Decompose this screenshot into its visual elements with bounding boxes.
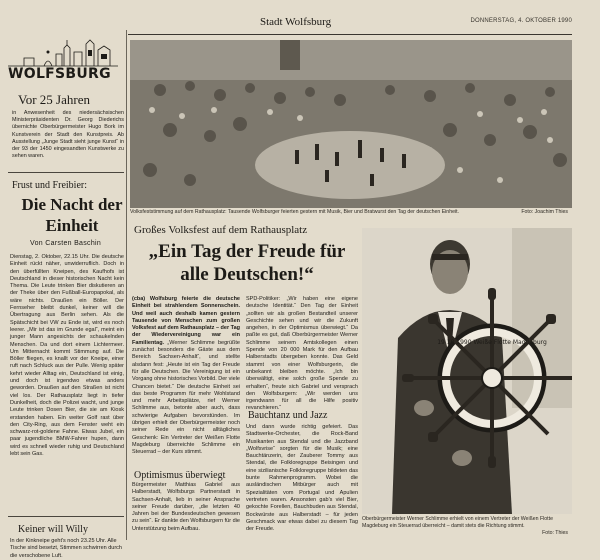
left-column: [4, 30, 127, 559]
nacht-title: Die Nacht der Einheit: [21, 195, 123, 235]
article-column-1b: [132, 482, 240, 540]
divider: [8, 172, 124, 173]
subhead-optimismus: Optimismus überwiegt: [134, 468, 240, 481]
article-body-4: Und dann wurde richtig gefeiert. Das Stadtwerke-Orchester, die Rock-Band Musikanten aus Stendal und die Jazzband „Wolfsvrise“ sorgten für die Musik; eine Bauchtänzerin, der Zauberer Tommy aus Stendal, die Folkloregruppe Beisingen und eine sizilianische Folkloregruppe bildeten das bunte Rahmenprogramm. Wobei die ausländischen Mitbürger auch mit Spezialitäten vom Portugal und Apulien vertreten waren. Ansonsten gab's viel Bier, gekochte Forellen, Bauchbuden aus Stendal, Bockwürste aus Halberstadt – für jeden Geschmack war etwas dabei zu diesem Tag der Freude.: [246, 424, 358, 533]
mayor-caption-text: Oberbürgermeister Werner Schlimme erhielt von einem Vertreter der Weißen Flotte Magdeburg ein Steuerrad überreicht – damit stets die Richtung stimmt.: [362, 516, 553, 529]
willy-title: Keiner will Willy: [18, 524, 88, 535]
divider: [8, 516, 124, 517]
subhead-bauchtanz: Bauchtanz und Jazz: [248, 410, 328, 421]
article-kicker: Großes Volksfest auf dem Rathausplatz: [134, 224, 308, 236]
article-column-2b: [246, 424, 358, 540]
article-lead: (cba) Wolfsburg feierte die deutsche Einheit bei strahlendem Sonnenschein. Und weil auch deshalb kamen gestern Tausende von Menschen zum großen Volksfest auf dem Rathausplatz – der Tag der Wiedervereinigung war ein Familientag.: [132, 296, 240, 346]
wolfsburg-logo: [4, 36, 122, 88]
article-body-2: Bürgermeister Matthias Gabriel aus Halberstadt, Wolfsburgs Partnerstadt in Sachsen-Anhalt, lieb in seiner Ansprache seiner Freude darüber, „die letzten 40 Jahren bei der Bundesdeutschen gewesen zu sein“. Er dankte den Wolfsburgern für die Unterstützung beim Aufbau.: [132, 482, 240, 532]
mayor-photo-caption: [362, 516, 572, 536]
article-body-1: „Werner Schlimme begrüßte zunächst besonders die Gäste aus dem Bereich Sachsen-Anhalt“, und stellte alsdann fest: „Heute ist ein Tag der Freude für alle Deutschen. Die Vereinigung ist ein Vorgang ohne historisches Vorbild. Der viele Chancen bietet.“ Die deutsche Einheit sei das beste Programm für mehr Wohlstand und mehr Arbeitsplätze, rief Werner Schlimme aus, betonte aber auch, dass schwierige Aufgaben bevorstünden. Im übrigen erhielt der Oberbürgermeister noch seiner Rede ein nicht alltägliches Geschenk: Ein Vertreter der Weißen Flotte Magdeburg überreichte Schlimme ein Steuerrad – der Kurs stimmt.: [132, 339, 240, 456]
vor25-text: in Anwesenheit des niedersächsischen Ministerpräsidenten Dr. Georg Diederichs übernichte Oberbürgermeister Hugo Bork im Kunstverein der Stadt den Kunstpreis. Ab Ausstellung „Junge Stadt sieht junge Kunst“ in der 93 der 1450 eingesandten Kunstwerke zu sehen waren.: [12, 110, 124, 160]
castle-skyline-icon: [4, 36, 122, 70]
mayor-photo-credit: Foto: Thies: [542, 530, 568, 536]
crowd-photo-credit: Foto: Joachim Thies: [521, 209, 568, 215]
nacht-byline: Von Carsten Baschin: [30, 240, 102, 247]
wheel-inscription: 19 10 1990 Weiße Flotte Magdeburg: [437, 339, 547, 346]
nacht-kicker: Frust und Freibier:: [12, 180, 87, 191]
section-title: Stadt Wolfsburg: [260, 16, 332, 28]
crowd-photo-image: [130, 40, 572, 208]
masthead: [128, 14, 572, 35]
crowd-photo: [130, 40, 572, 208]
wordmark: WOLFSBURG: [8, 66, 111, 82]
issue-date: DONNERSTAG, 4. OKTOBER 1990: [470, 18, 572, 24]
nacht-text: Dienstag, 2. Oktober, 22.15 Uhr. Die deutsche Einheit rückt näher, unwiderruflich. Doch in den überfüllten Kneipen, des Kaufhofs ist Deutschland in dieser historischen Nacht kein Thema. Die Leute trinken Bier diskutieren an der Theke über den Fußball-Europapokal, als wäre nichts. Draußen ein Böller. Der Fernseher bleibt dunkel, keiner will die Übertragung aus Berlin sehen. Als die Spätschicht bei VW zu Ende ist, wird es noch leerer. „Mir ist das im Grunde egal“, meint ein junger Mann angesichts der schaukelnden Menschen. Da und dort einem Lichtermeer. Um Mitternacht kommt Stimmung auf. Die Böller fliegen, es knallt vor der Kneipe, einer ruft nach Schluck aus der Pulle. Wenig später kehrt wieder Alltag ein, Deutschland ist einig, und doch ist irgendwo etwas anders geworden. Draußen auf den Straßen ist nicht viel los. Der Rathausplatz liegt in tiefer Dunkelheit, doch die Polizei wacht, und junge Leute trinken Dosen Bier, die sie am Kiosk erstanden haben. Ein weiter Golf rast über den City-Ring, aus dem Fenster weht ein schwarz-rot-goldene Fahne. Etwas Jubel, ein paar jugendliche BMW-Fahrer hupen, dann wird es schnell wieder ruhig und Deutschland lebt sein Gas.: [10, 254, 124, 458]
article-column-2: [246, 296, 358, 412]
mayor-photo: [362, 228, 572, 514]
crowd-photo-caption: [130, 209, 572, 215]
mayor-wheel-image: [362, 228, 572, 514]
article-headline: „Ein Tag der Freude für alle Deutschen!“: [148, 241, 346, 285]
article-body-3: SPD-Politiker: „Wir haben eine eigene deutsche Identität.“ Den Tag der Einheit „sollten wir als großen Bestandteil unserer Geschichte sehen und wir die Zukunft angehen, in der Optimismus überwiegt.“ Da paßte es gut, daß Oberbürgermeister Werner Schlimme seinem Amtskollegen einen Spende von 20 000 Mark für den Aufbau Halberstadts übergeben konnte. Das Geld stammt von einer Wolfsburgerin, die unbekannt bleiben möchte. „Ich bin überwältigt, eine solch große Spende zu erhalten“, freute sich Gabriel und versprach den Wolfsburgern: „Wir werden uns irgendwann für all die Hilfe positiv revanchieren.“: [246, 296, 358, 412]
crowd-caption-text: Volksfeststimmung auf dem Rathausplatz: Tausende Wolfsburger feierten gestern mit Musik, Bier und Bratwurst den Tag der deutschen Einheit.: [130, 209, 459, 215]
willy-text: In der Kinkneipe geht's noch 23.25 Uhr. Alle Tische sind besetzt, Stimmen schwirren durch die verschobene Luft.: [10, 538, 122, 559]
vor25-title: Vor 25 Jahren: [18, 92, 90, 107]
